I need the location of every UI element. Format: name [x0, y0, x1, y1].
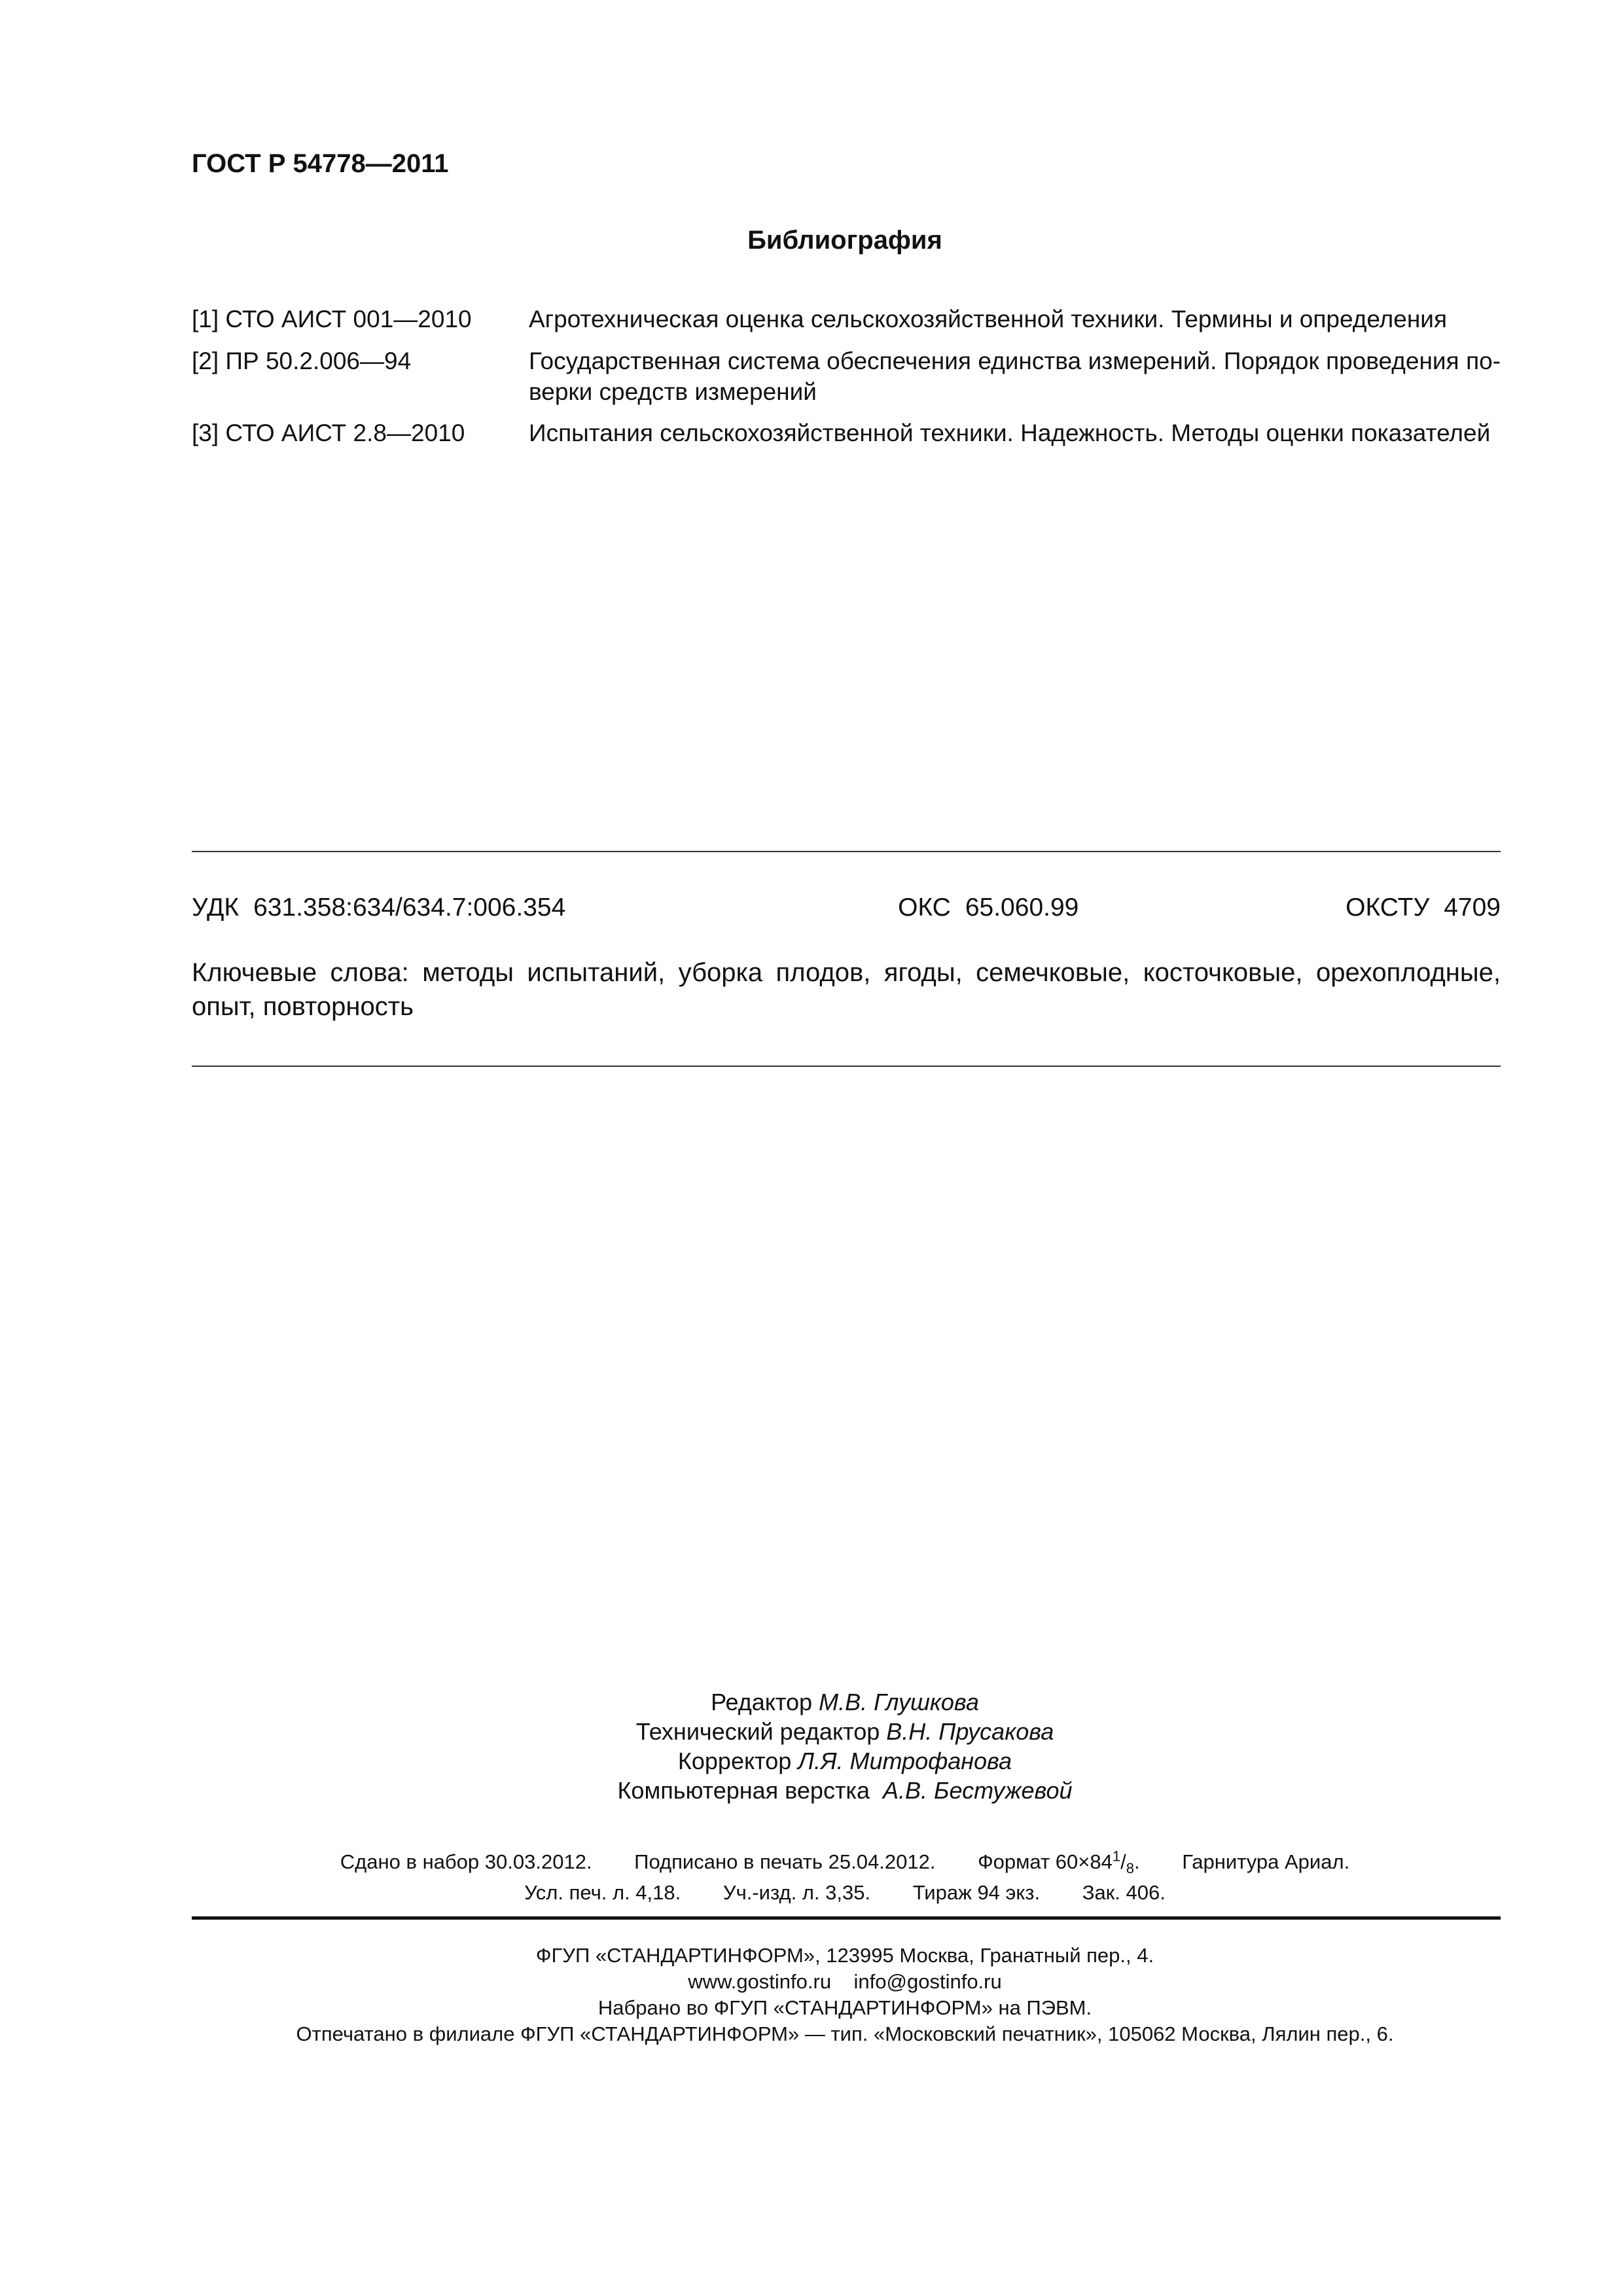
reference-text-1: Агротехническая оценка сельскохозяйственной техники. Термины и определения — [529, 306, 1447, 332]
udk-code: УДК 631.358:634/634.7:006.354 — [192, 893, 566, 922]
oks-code: ОКС 65.060.99 — [898, 893, 1079, 922]
reference-code-3: [3] СТО АИСТ 2.8—2010 — [192, 420, 465, 446]
credit-editor: Редактор М.В. Глушкова — [711, 1689, 979, 1715]
credits — [0, 1687, 1623, 1805]
divider-top — [192, 851, 1501, 852]
bibliography-title: Библиография — [747, 226, 942, 255]
credit-corrector: Корректор Л.Я. Митрофанова — [677, 1748, 1012, 1774]
okstu-code: ОКСТУ 4709 — [1346, 893, 1501, 922]
email-link[interactable]: info@gostinfo.ru — [853, 1970, 1002, 1993]
reference-code-2: [2] ПР 50.2.006—94 — [192, 348, 412, 374]
print-info-line-2: Усл. печ. л. 4,18. Уч.-изд. л. 3,35. Тираж 94 экз. Зак. 406. — [524, 1881, 1166, 1904]
reference-text-3: Испытания сельскохозяйственной техники. Надежность. Методы оценки показателей — [529, 420, 1491, 446]
classification-row — [192, 893, 1501, 922]
publisher-info — [0, 1943, 1623, 2047]
print-info-line-1: Сдано в набор 30.03.2012. Подписано в печать 25.04.2012. Формат $60\times 84^1/_8$. Гарнитура Ариал. — [340, 1848, 1350, 1877]
reference-text-2: Государственная система обеспечения единства измерений. Порядок проведения по-верки средств измерений — [529, 348, 1501, 405]
keywords: Ключевые слова: методы испытаний, уборка плодов, ягоды, семечковые, косточковые, орехоплодные, опыт, повторность — [192, 958, 1501, 1021]
publisher-contacts — [0, 1969, 1623, 1995]
printed-note: Отпечатано в филиале ФГУП «СТАНДАРТИНФОРМ» — тип. «Московский печатник», 105062 Москва, Лялин пер., 6. — [296, 2022, 1394, 2045]
divider-bottom — [192, 1066, 1501, 1067]
credit-layout: Компьютерная верстка А.В. Бестужевой — [617, 1777, 1073, 1804]
standard-number: ГОСТ Р 54778—2011 — [192, 149, 449, 178]
website-link[interactable]: www.gostinfo.ru — [688, 1970, 832, 1993]
credit-tech-editor: Технический редактор В.Н. Прусакова — [635, 1718, 1054, 1745]
reference-code-1: [1] СТО АИСТ 001—2010 — [192, 306, 472, 332]
divider-thick — [192, 1916, 1501, 1920]
publisher-address: ФГУП «СТАНДАРТИНФОРМ», 123995 Москва, Гранатный пер., 4. — [535, 1944, 1154, 1967]
typeset-note: Набрано во ФГУП «СТАНДАРТИНФОРМ» на ПЭВМ. — [597, 1996, 1092, 2019]
